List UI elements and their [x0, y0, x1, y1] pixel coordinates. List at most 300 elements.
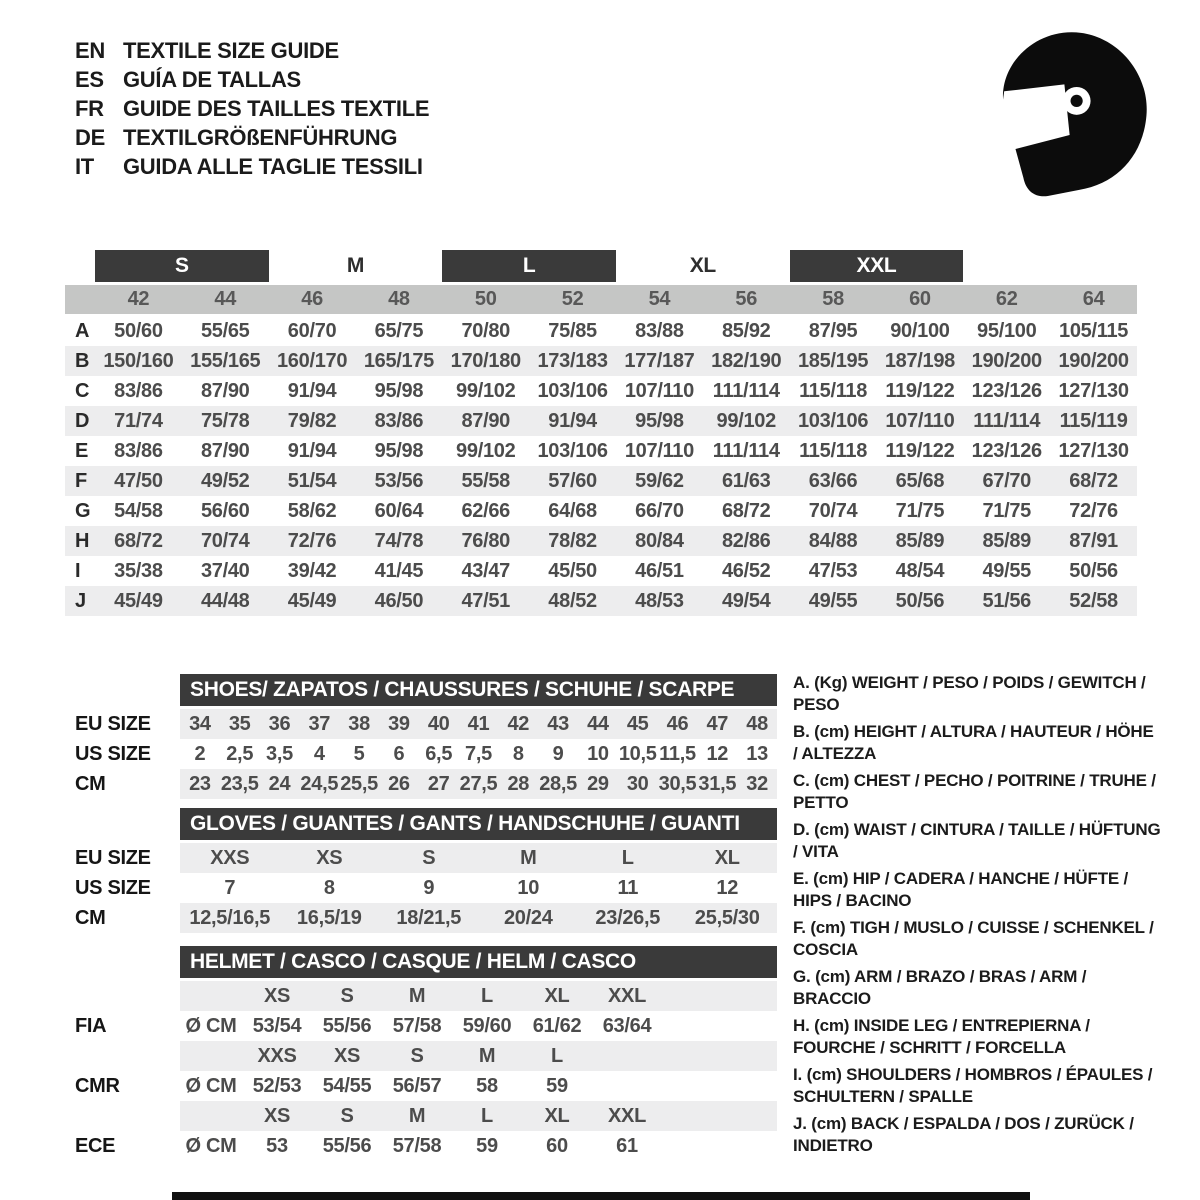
size-header: XXS — [257, 1044, 297, 1067]
table-cell: XS — [316, 846, 343, 869]
table-cell: 60/64 — [374, 499, 424, 522]
table-cell: 46/52 — [721, 559, 771, 582]
table-cell: 12,5/16,5 — [189, 906, 271, 929]
table-cell: 190/200 — [1058, 349, 1129, 372]
size-header: M — [478, 1044, 496, 1067]
table-cell: 35 — [228, 712, 251, 735]
size-header: M — [408, 984, 426, 1007]
gloves-table — [65, 808, 777, 933]
table-cell: 95/98 — [374, 439, 424, 462]
table-cell: 87/91 — [1069, 529, 1118, 552]
table-cell: 45/49 — [287, 589, 337, 612]
language-row — [75, 65, 429, 94]
table-cell: 25,5 — [340, 772, 378, 795]
column-header: 44 — [214, 288, 237, 310]
table-cell: 12 — [706, 742, 729, 765]
table-cell: 46/51 — [635, 559, 684, 582]
table-cell: 42 — [507, 712, 530, 735]
table-cell: 61/62 — [532, 1014, 582, 1037]
table-cell: 41 — [467, 712, 490, 735]
legend-item: J. (cm) BACK / ESPALDA / DOS / ZURÜCK / INDIETRO — [793, 1114, 1134, 1155]
table-cell: 43/47 — [461, 559, 511, 582]
sub-table-row — [65, 709, 777, 739]
diameter-label: Ø CM — [185, 1074, 237, 1097]
helmet-value-row — [65, 1071, 777, 1101]
table-cell: 70/74 — [200, 529, 250, 552]
table-cell: 31,5 — [698, 772, 737, 795]
size-header: XS — [263, 984, 291, 1007]
table-cell: 59 — [476, 1134, 498, 1157]
sub-table-row — [65, 739, 777, 769]
table-cell: 47/51 — [461, 589, 511, 612]
table-cell: 107/110 — [624, 439, 694, 462]
language-code: ES — [75, 66, 104, 92]
table-cell: 52/53 — [252, 1074, 302, 1097]
row-letter: F — [75, 469, 87, 492]
helmet-value-row — [65, 1131, 777, 1161]
table-cell: 87/90 — [200, 439, 250, 462]
language-row — [75, 94, 429, 123]
table-cell: 68/72 — [721, 499, 771, 522]
table-cell: 10 — [517, 876, 540, 899]
row-label: CM — [75, 772, 106, 795]
table-row — [65, 376, 1137, 406]
table-cell: 83/86 — [114, 379, 163, 402]
table-cell: 56/57 — [392, 1074, 442, 1097]
table-cell: 50/56 — [895, 589, 945, 612]
table-cell: 71/75 — [895, 499, 945, 522]
language-title: TEXTILGRÖßENFÜHRUNG — [123, 124, 398, 150]
table-row — [65, 316, 1137, 346]
table-cell: 56/60 — [200, 499, 250, 522]
size-header: XXL — [608, 1104, 646, 1127]
size-header: S — [340, 984, 354, 1007]
table-cell: 54/55 — [322, 1074, 372, 1097]
table-cell: 57/60 — [548, 469, 597, 492]
helmet-size-row — [65, 1041, 777, 1071]
table-cell: 123/126 — [971, 439, 1042, 462]
table-row — [65, 466, 1137, 496]
sub-table-row — [65, 903, 777, 933]
table-cell: 107/110 — [885, 409, 955, 432]
measurement-legend — [793, 672, 1161, 1162]
row-label: CM — [75, 906, 106, 929]
table-cell: 53 — [266, 1134, 288, 1157]
table-cell: 50/60 — [114, 319, 163, 342]
size-header: S — [340, 1104, 354, 1127]
table-cell: 49/55 — [808, 589, 858, 612]
table-cell: 34 — [189, 712, 211, 735]
legend-item: E. (cm) HIP / CADERA / HANCHE / HÜFTE / HIPS / BACINO — [793, 869, 1129, 910]
table-cell: 170/180 — [450, 349, 521, 372]
table-cell: 87/95 — [808, 319, 858, 342]
legend-item: H. (cm) INSIDE LEG / ENTREPIERNA / FOURCHE / SCHRITT / FORCELLA — [793, 1016, 1090, 1057]
table-cell: 27 — [427, 772, 450, 795]
table-cell: 111/114 — [712, 439, 780, 462]
table-cell: 13 — [746, 742, 768, 765]
table-cell: 190/200 — [971, 349, 1042, 372]
table-cell: 45/49 — [114, 589, 163, 612]
shoes-table-rows — [65, 709, 777, 799]
table-cell: 80/84 — [635, 529, 684, 552]
column-header: 42 — [127, 288, 150, 310]
table-cell: 115/118 — [799, 439, 868, 462]
table-cell: L — [621, 846, 634, 869]
column-header: 56 — [735, 288, 758, 310]
table-cell: 63/64 — [602, 1014, 652, 1037]
table-cell: 2,5 — [226, 742, 254, 765]
table-cell: 83/86 — [374, 409, 424, 432]
table-cell: 40 — [427, 712, 450, 735]
table-cell: 11,5 — [659, 742, 696, 765]
row-letter: J — [75, 589, 86, 612]
row-label: ECE — [75, 1134, 116, 1157]
table-cell: 99/102 — [456, 439, 516, 462]
language-title: TEXTILE SIZE GUIDE — [123, 37, 339, 63]
table-cell: 39/42 — [287, 559, 337, 582]
table-cell: 55/58 — [461, 469, 511, 492]
table-cell: 127/130 — [1058, 439, 1129, 462]
table-cell: 91/94 — [287, 379, 337, 402]
legend-item: C. (cm) CHEST / PECHO / POITRINE / TRUHE / PETTO — [793, 771, 1156, 812]
language-code: IT — [75, 153, 94, 179]
table-cell: 28,5 — [539, 772, 577, 795]
numeric-size-header — [65, 285, 1137, 314]
table-cell: 165/175 — [363, 349, 435, 372]
row-label: EU SIZE — [75, 712, 151, 735]
table-cell: 65/75 — [374, 319, 424, 342]
table-cell: 99/102 — [456, 379, 516, 402]
table-cell: 32 — [746, 772, 768, 795]
size-header: L — [551, 1044, 563, 1067]
helmet-value-row — [65, 1011, 777, 1041]
row-label: FIA — [75, 1014, 107, 1037]
table-cell: 59/60 — [462, 1014, 512, 1037]
table-cell: 49/55 — [982, 559, 1032, 582]
table-cell: 103/106 — [797, 409, 869, 432]
table-cell: XXS — [210, 846, 250, 869]
table-cell: 38 — [348, 712, 370, 735]
table-cell: 115/119 — [1059, 409, 1128, 432]
table-cell: 16,5/19 — [296, 906, 362, 929]
column-header: 58 — [822, 288, 844, 310]
size-header: XL — [544, 1104, 570, 1127]
size-group-xl: XL — [689, 254, 716, 277]
table-cell: 127/130 — [1058, 379, 1129, 402]
table-cell: 29 — [587, 772, 609, 795]
table-cell: 62/66 — [461, 499, 511, 522]
table-cell: 7 — [224, 876, 236, 899]
table-cell: 53/56 — [374, 469, 424, 492]
table-cell: 35/38 — [114, 559, 163, 582]
row-letter: G — [75, 499, 91, 522]
corner-cell — [65, 285, 95, 314]
table-row — [65, 496, 1137, 526]
gloves-table-title: GLOVES / GUANTES / GANTS / HANDSCHUHE / GUANTI — [180, 808, 777, 840]
table-cell: 155/165 — [190, 349, 261, 372]
table-cell: 75/78 — [200, 409, 250, 432]
sub-table-row — [65, 843, 777, 873]
table-cell: 24,5 — [300, 772, 339, 795]
table-cell: 49/52 — [200, 469, 250, 492]
table-cell: 66/70 — [635, 499, 684, 522]
table-cell: 48/52 — [548, 589, 597, 612]
table-cell: 58/62 — [287, 499, 337, 522]
table-cell: 60 — [546, 1134, 568, 1157]
table-cell: 55/65 — [200, 319, 250, 342]
column-header: 46 — [301, 288, 323, 310]
language-code: DE — [75, 124, 105, 150]
table-cell: 24 — [268, 772, 291, 795]
table-cell: 23/26,5 — [595, 906, 661, 929]
column-header: 64 — [1082, 288, 1105, 310]
table-cell: 87/90 — [461, 409, 511, 432]
table-cell: 8 — [512, 742, 524, 765]
size-header: XXL — [608, 984, 646, 1007]
textile-size-table — [65, 250, 1137, 616]
table-cell: 47/50 — [114, 469, 163, 492]
table-cell: 123/126 — [971, 379, 1042, 402]
table-cell: 52/58 — [1069, 589, 1118, 612]
table-cell: 23 — [189, 772, 211, 795]
row-letter: H — [75, 529, 90, 552]
column-header: 52 — [561, 288, 584, 310]
sub-table-row — [65, 873, 777, 903]
table-cell: 48 — [746, 712, 768, 735]
table-cell: 61 — [616, 1134, 638, 1157]
row-letter: B — [75, 349, 90, 372]
table-cell: 78/82 — [548, 529, 597, 552]
table-cell: 91/94 — [287, 439, 337, 462]
table-cell: 9 — [552, 742, 564, 765]
language-title: GUÍA DE TALLAS — [123, 66, 301, 92]
legend-item: F. (cm) TIGH / MUSLO / CUISSE / SCHENKEL / COSCIA — [793, 918, 1154, 959]
table-cell: 82/86 — [721, 529, 771, 552]
table-cell: 55/56 — [322, 1134, 372, 1157]
table-cell: 87/90 — [200, 379, 250, 402]
table-cell: 65/68 — [895, 469, 945, 492]
column-header: 48 — [388, 288, 410, 310]
table-cell: 95/98 — [635, 409, 684, 432]
table-cell: 59 — [546, 1074, 568, 1097]
table-cell: 71/75 — [982, 499, 1032, 522]
column-header: 54 — [648, 288, 671, 310]
table-cell: 44 — [587, 712, 609, 735]
table-cell: 12 — [716, 876, 739, 899]
helmet-table — [65, 946, 777, 1161]
table-cell: 85/92 — [721, 319, 771, 342]
diameter-label: Ø CM — [185, 1014, 237, 1037]
table-cell: 8 — [323, 876, 335, 899]
table-cell: 72/76 — [287, 529, 337, 552]
table-cell: 39 — [388, 712, 410, 735]
table-cell: 160/170 — [276, 349, 348, 372]
table-cell: 2 — [194, 742, 206, 765]
table-cell: 185/195 — [797, 349, 869, 372]
table-cell: 46 — [666, 712, 689, 735]
table-cell: 83/86 — [114, 439, 163, 462]
table-cell: 6 — [393, 742, 405, 765]
shoes-table-title: SHOES/ ZAPATOS / CHAUSSURES / SCHUHE / SCARPE — [180, 674, 777, 706]
table-cell: 47 — [706, 712, 729, 735]
table-cell: 85/89 — [895, 529, 945, 552]
table-row — [65, 586, 1137, 616]
helmet-size-row — [65, 1101, 777, 1131]
table-row — [65, 526, 1137, 556]
table-cell: 47/53 — [808, 559, 858, 582]
table-cell: 70/80 — [461, 319, 511, 342]
language-title: GUIDA ALLE TAGLIE TESSILI — [123, 153, 423, 179]
legend-item: G. (cm) ARM / BRAZO / BRAS / ARM / BRACCIO — [793, 967, 1087, 1008]
table-cell: 30,5 — [658, 772, 697, 795]
size-header: L — [481, 1104, 493, 1127]
table-cell: 177/187 — [624, 349, 695, 372]
table-cell: 84/88 — [808, 529, 858, 552]
table-cell: 57/58 — [392, 1134, 442, 1157]
size-group-m: M — [346, 254, 365, 277]
language-code: FR — [75, 95, 104, 121]
shoes-table — [65, 674, 777, 799]
table-cell: 20/24 — [503, 906, 553, 929]
table-cell: 44/48 — [200, 589, 250, 612]
size-header: XL — [544, 984, 570, 1007]
row-label: EU SIZE — [75, 846, 151, 869]
table-cell: 11 — [617, 876, 639, 899]
table-cell: 26 — [388, 772, 410, 795]
table-cell: 111/114 — [712, 379, 780, 402]
table-cell: 75/85 — [548, 319, 597, 342]
table-cell: 4 — [313, 742, 325, 765]
table-cell: 70/74 — [808, 499, 858, 522]
row-letter: D — [75, 409, 90, 432]
row-letter: C — [75, 379, 90, 402]
table-cell: S — [422, 846, 436, 869]
table-cell: 49/54 — [721, 589, 771, 612]
table-cell: 28 — [507, 772, 530, 795]
legend-item: D. (cm) WAIST / CINTURA / TAILLE / HÜFTUNG / VITA — [793, 820, 1161, 861]
table-cell: 63/66 — [808, 469, 858, 492]
table-cell: 91/94 — [548, 409, 597, 432]
table-cell: 45/50 — [548, 559, 597, 582]
table-cell: 64/68 — [548, 499, 597, 522]
table-cell: 67/70 — [982, 469, 1032, 492]
table-cell: 68/72 — [114, 529, 163, 552]
table-cell: 103/106 — [537, 439, 608, 462]
table-cell: 85/89 — [982, 529, 1032, 552]
table-cell: 79/82 — [287, 409, 337, 432]
table-cell: 23,5 — [220, 772, 259, 795]
table-cell: 41/45 — [374, 559, 424, 582]
table-cell: 48/54 — [895, 559, 945, 582]
table-cell: 9 — [423, 876, 435, 899]
column-header: 50 — [474, 288, 497, 310]
table-cell: 37/40 — [200, 559, 250, 582]
table-cell: 7,5 — [465, 742, 492, 765]
table-cell: 150/160 — [103, 349, 174, 372]
gloves-table-rows — [65, 843, 777, 933]
visor-pivot-inner — [1071, 95, 1083, 107]
table-cell: 57/58 — [392, 1014, 442, 1037]
textile-size-rows — [65, 316, 1137, 616]
table-cell: 187/198 — [884, 349, 956, 372]
table-cell: XL — [714, 846, 740, 869]
helmet-table-rows — [65, 981, 777, 1161]
racing-helmet-icon — [978, 22, 1170, 206]
table-cell: 95/98 — [374, 379, 424, 402]
row-letter: E — [75, 439, 89, 462]
table-cell: M — [520, 846, 537, 869]
table-cell: 119/122 — [885, 379, 955, 402]
size-group-s: S — [95, 250, 269, 282]
table-row — [65, 406, 1137, 436]
legend-item: B. (cm) HEIGHT / ALTURA / HAUTEUR / HÖHE / ALTEZZA — [793, 722, 1154, 763]
table-cell: 18/21,5 — [396, 906, 462, 929]
language-row — [75, 123, 429, 152]
table-cell: 27,5 — [459, 772, 498, 795]
column-header: 60 — [909, 288, 931, 310]
sub-table-row — [65, 769, 777, 799]
table-cell: 51/54 — [287, 469, 337, 492]
legend-item: I. (cm) SHOULDERS / HOMBROS / ÉPAULES / SCHULTERN / SPALLE — [793, 1065, 1153, 1106]
table-cell: 36 — [268, 712, 291, 735]
table-cell: 53/54 — [252, 1014, 302, 1037]
table-row — [65, 346, 1137, 376]
diameter-label: Ø CM — [185, 1134, 237, 1157]
footer-bar — [172, 1192, 1030, 1200]
helmet-size-row — [65, 981, 777, 1011]
table-cell: 90/100 — [890, 319, 950, 342]
table-cell: 115/118 — [799, 379, 868, 402]
language-row — [75, 36, 429, 65]
size-group-header — [65, 250, 1137, 282]
size-header: M — [408, 1104, 426, 1127]
row-letter: I — [75, 559, 81, 582]
table-cell: 105/115 — [1059, 319, 1129, 342]
table-cell: 61/63 — [721, 469, 771, 492]
row-label: US SIZE — [75, 742, 151, 765]
table-cell: 55/56 — [322, 1014, 372, 1037]
table-cell: 25,5/30 — [694, 906, 760, 929]
size-group-xxl: XXL — [790, 250, 964, 282]
column-header: 62 — [995, 288, 1018, 310]
row-letter: A — [75, 319, 90, 342]
table-cell: 6,5 — [425, 742, 453, 765]
row-label: CMR — [75, 1074, 120, 1097]
table-cell: 72/76 — [1069, 499, 1118, 522]
helmet-table-title: HELMET / CASCO / CASQUE / HELM / CASCO — [180, 946, 777, 978]
table-cell: 58 — [476, 1074, 498, 1097]
table-cell: 60/70 — [287, 319, 337, 342]
table-cell: 45 — [626, 712, 649, 735]
table-cell: 95/100 — [977, 319, 1037, 342]
size-header: XS — [263, 1104, 291, 1127]
table-cell: 50/56 — [1069, 559, 1118, 582]
table-cell: 111/114 — [973, 409, 1041, 432]
table-row — [65, 556, 1137, 586]
language-title: GUIDE DES TAILLES TEXTILE — [123, 95, 430, 121]
table-cell: 10,5 — [618, 742, 657, 765]
table-cell: 30 — [626, 772, 649, 795]
language-title-list — [75, 36, 429, 181]
table-cell: 71/74 — [114, 409, 163, 432]
table-cell: 99/102 — [716, 409, 776, 432]
table-cell: 46/50 — [374, 589, 424, 612]
table-cell: 10 — [587, 742, 609, 765]
legend-item: A. (Kg) WEIGHT / PESO / POIDS / GEWITCH / PESO — [793, 673, 1146, 714]
language-row — [75, 152, 429, 181]
table-cell: 43 — [547, 712, 569, 735]
table-cell: 3,5 — [266, 742, 293, 765]
